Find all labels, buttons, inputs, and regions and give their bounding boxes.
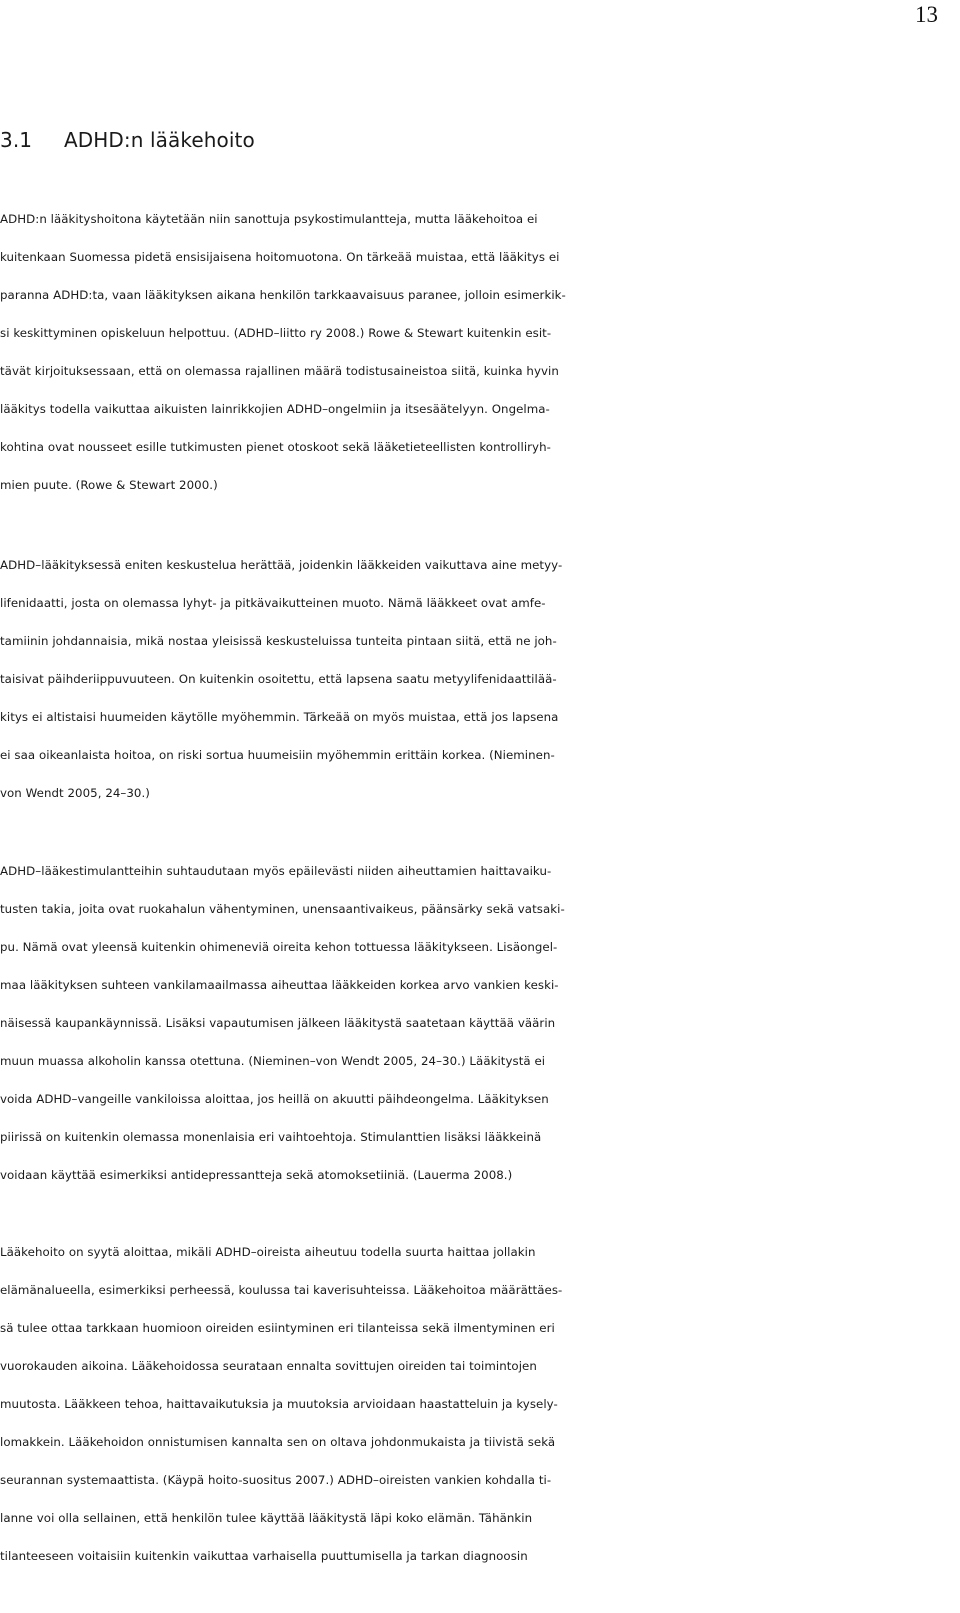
paragraph-side-effects	[0, 852, 960, 1194]
text-line: maa lääkityksen suhteen vankilamaailmassa aiheuttaa lääkkeiden korkea arvo vankien keski-	[0, 978, 559, 992]
text-line: lomakkein. Lääkehoidon onnistumisen kannalta sen on oltava johdonmukaista ja tiivistä sekä	[0, 1435, 556, 1449]
text-line: ADHD–lääkestimulantteihin suhtaudutaan myös epäilevästi niiden aiheuttamien haittavaiku-	[0, 864, 552, 878]
text-line: lifenidaatti, josta on olemassa lyhyt- ja pitkävaikutteinen muoto. Nämä lääkkeet ovat amfe-	[0, 596, 546, 610]
text-line: seurannan systemaattista. (Käypä hoito-suositus 2007.) ADHD–oireisten vankien kohdalla ti-	[0, 1473, 552, 1487]
text-line: kitys ei altistaisi huumeiden käytölle myöhemmin. Tärkeää on myös muistaa, että jos lapsena	[0, 710, 559, 724]
paragraph-medication-overview	[0, 200, 960, 504]
section-title: ADHD:n lääkehoito	[64, 128, 255, 152]
paragraph-treatment-start	[0, 1233, 960, 1575]
text-line: ADHD–lääkityksessä eniten keskustelua herättää, joidenkin lääkkeiden vaikuttava aine metyy-	[0, 558, 563, 572]
text-line: kohtina ovat nousseet esille tutkimusten pienet otoskoot sekä lääketieteellisten kontrolliryh-	[0, 440, 551, 454]
text-line: tilanteeseen voitaisiin kuitenkin vaikuttaa varhaisella puuttumisella ja tarkan diagnoosin	[0, 1549, 528, 1563]
text-line: voida ADHD–vangeille vankiloissa aloittaa, jos heillä on akuutti päihdeongelma. Lääkityksen	[0, 1092, 549, 1106]
paragraph-methylphenidate	[0, 546, 960, 812]
text-line: ADHD:n lääkityshoitona käytetään niin sanottuja psykostimulantteja, mutta lääkehoitoa ei	[0, 212, 538, 226]
text-line: von Wendt 2005, 24–30.)	[0, 786, 150, 800]
text-line: Lääkehoito on syytä aloittaa, mikäli ADHD–oireista aiheutuu todella suurta haittaa jollakin	[0, 1245, 536, 1259]
section-number: 3.1	[0, 128, 33, 152]
text-line: muun muassa alkoholin kanssa otettuna. (Nieminen–von Wendt 2005, 24–30.) Lääkitystä ei	[0, 1054, 546, 1068]
text-line: tävät kirjoituksessaan, että on olemassa rajallinen määrä todistusaineistoa siitä, kuinka hyvin	[0, 364, 559, 378]
text-line: tusten takia, joita ovat ruokahalun vähentyminen, unensaantivaikeus, päänsärky sekä vatsaki-	[0, 902, 565, 916]
text-line: paranna ADHD:ta, vaan lääkityksen aikana henkilön tarkkaavaisuus paranee, jolloin esimerkik-	[0, 288, 566, 302]
text-line: näisessä kaupankäynnissä. Lisäksi vapautumisen jälkeen lääkitystä saatetaan käyttää väärin	[0, 1016, 556, 1030]
text-line: lääkitys todella vaikuttaa aikuisten lainrikkojien ADHD–ongelmiin ja itsesäätelyyn. Ongelma-	[0, 402, 550, 416]
text-line: mien puute. (Rowe & Stewart 2000.)	[0, 478, 218, 492]
text-line: piirissä on kuitenkin olemassa monenlaisia eri vaihtoehtoja. Stimulanttien lisäksi lääkkeinä	[0, 1130, 542, 1144]
text-line: pu. Nämä ovat yleensä kuitenkin ohimeneviä oireita kehon tottuessa lääkitykseen. Lisäongel-	[0, 940, 558, 954]
text-line: tamiinin johdannaisia, mikä nostaa yleisissä keskusteluissa tunteita pintaan siitä, että ne joh-	[0, 634, 557, 648]
text-line: voidaan käyttää esimerkiksi antidepressantteja sekä atomoksetiiniä. (Lauerma 2008.)	[0, 1168, 513, 1182]
text-line: si keskittyminen opiskeluun helpottuu. (ADHD–liitto ry 2008.) Rowe & Stewart kuitenkin esit-	[0, 326, 552, 340]
section-heading	[0, 128, 255, 152]
text-line: taisivat päihderiippuvuuteen. On kuitenkin osoitettu, että lapsena saatu metyylifenidaattilää-	[0, 672, 557, 686]
text-line: elämänalueella, esimerkiksi perheessä, koulussa tai kaverisuhteissa. Lääkehoitoa määrättäes-	[0, 1283, 563, 1297]
text-line: muutosta. Lääkkeen tehoa, haittavaikutuksia ja muutoksia arvioidaan haastatteluin ja kysely-	[0, 1397, 558, 1411]
page-number: 13	[915, 2, 938, 27]
text-line: ei saa oikeanlaista hoitoa, on riski sortua huumeisiin myöhemmin erittäin korkea. (Nieminen-	[0, 748, 555, 762]
text-line: lanne voi olla sellainen, että henkilön tulee käyttää lääkitystä läpi koko elämän. Tähänkin	[0, 1511, 533, 1525]
text-line: sä tulee ottaa tarkkaan huomioon oireiden esiintyminen eri tilanteissa sekä ilmentyminen eri	[0, 1321, 555, 1335]
text-line: kuitenkaan Suomessa pidetä ensisijaisena hoitomuotona. On tärkeää muistaa, että lääkitys ei	[0, 250, 560, 264]
text-line: vuorokauden aikoina. Lääkehoidossa seurataan ennalta sovittujen oireiden tai toimintojen	[0, 1359, 537, 1373]
